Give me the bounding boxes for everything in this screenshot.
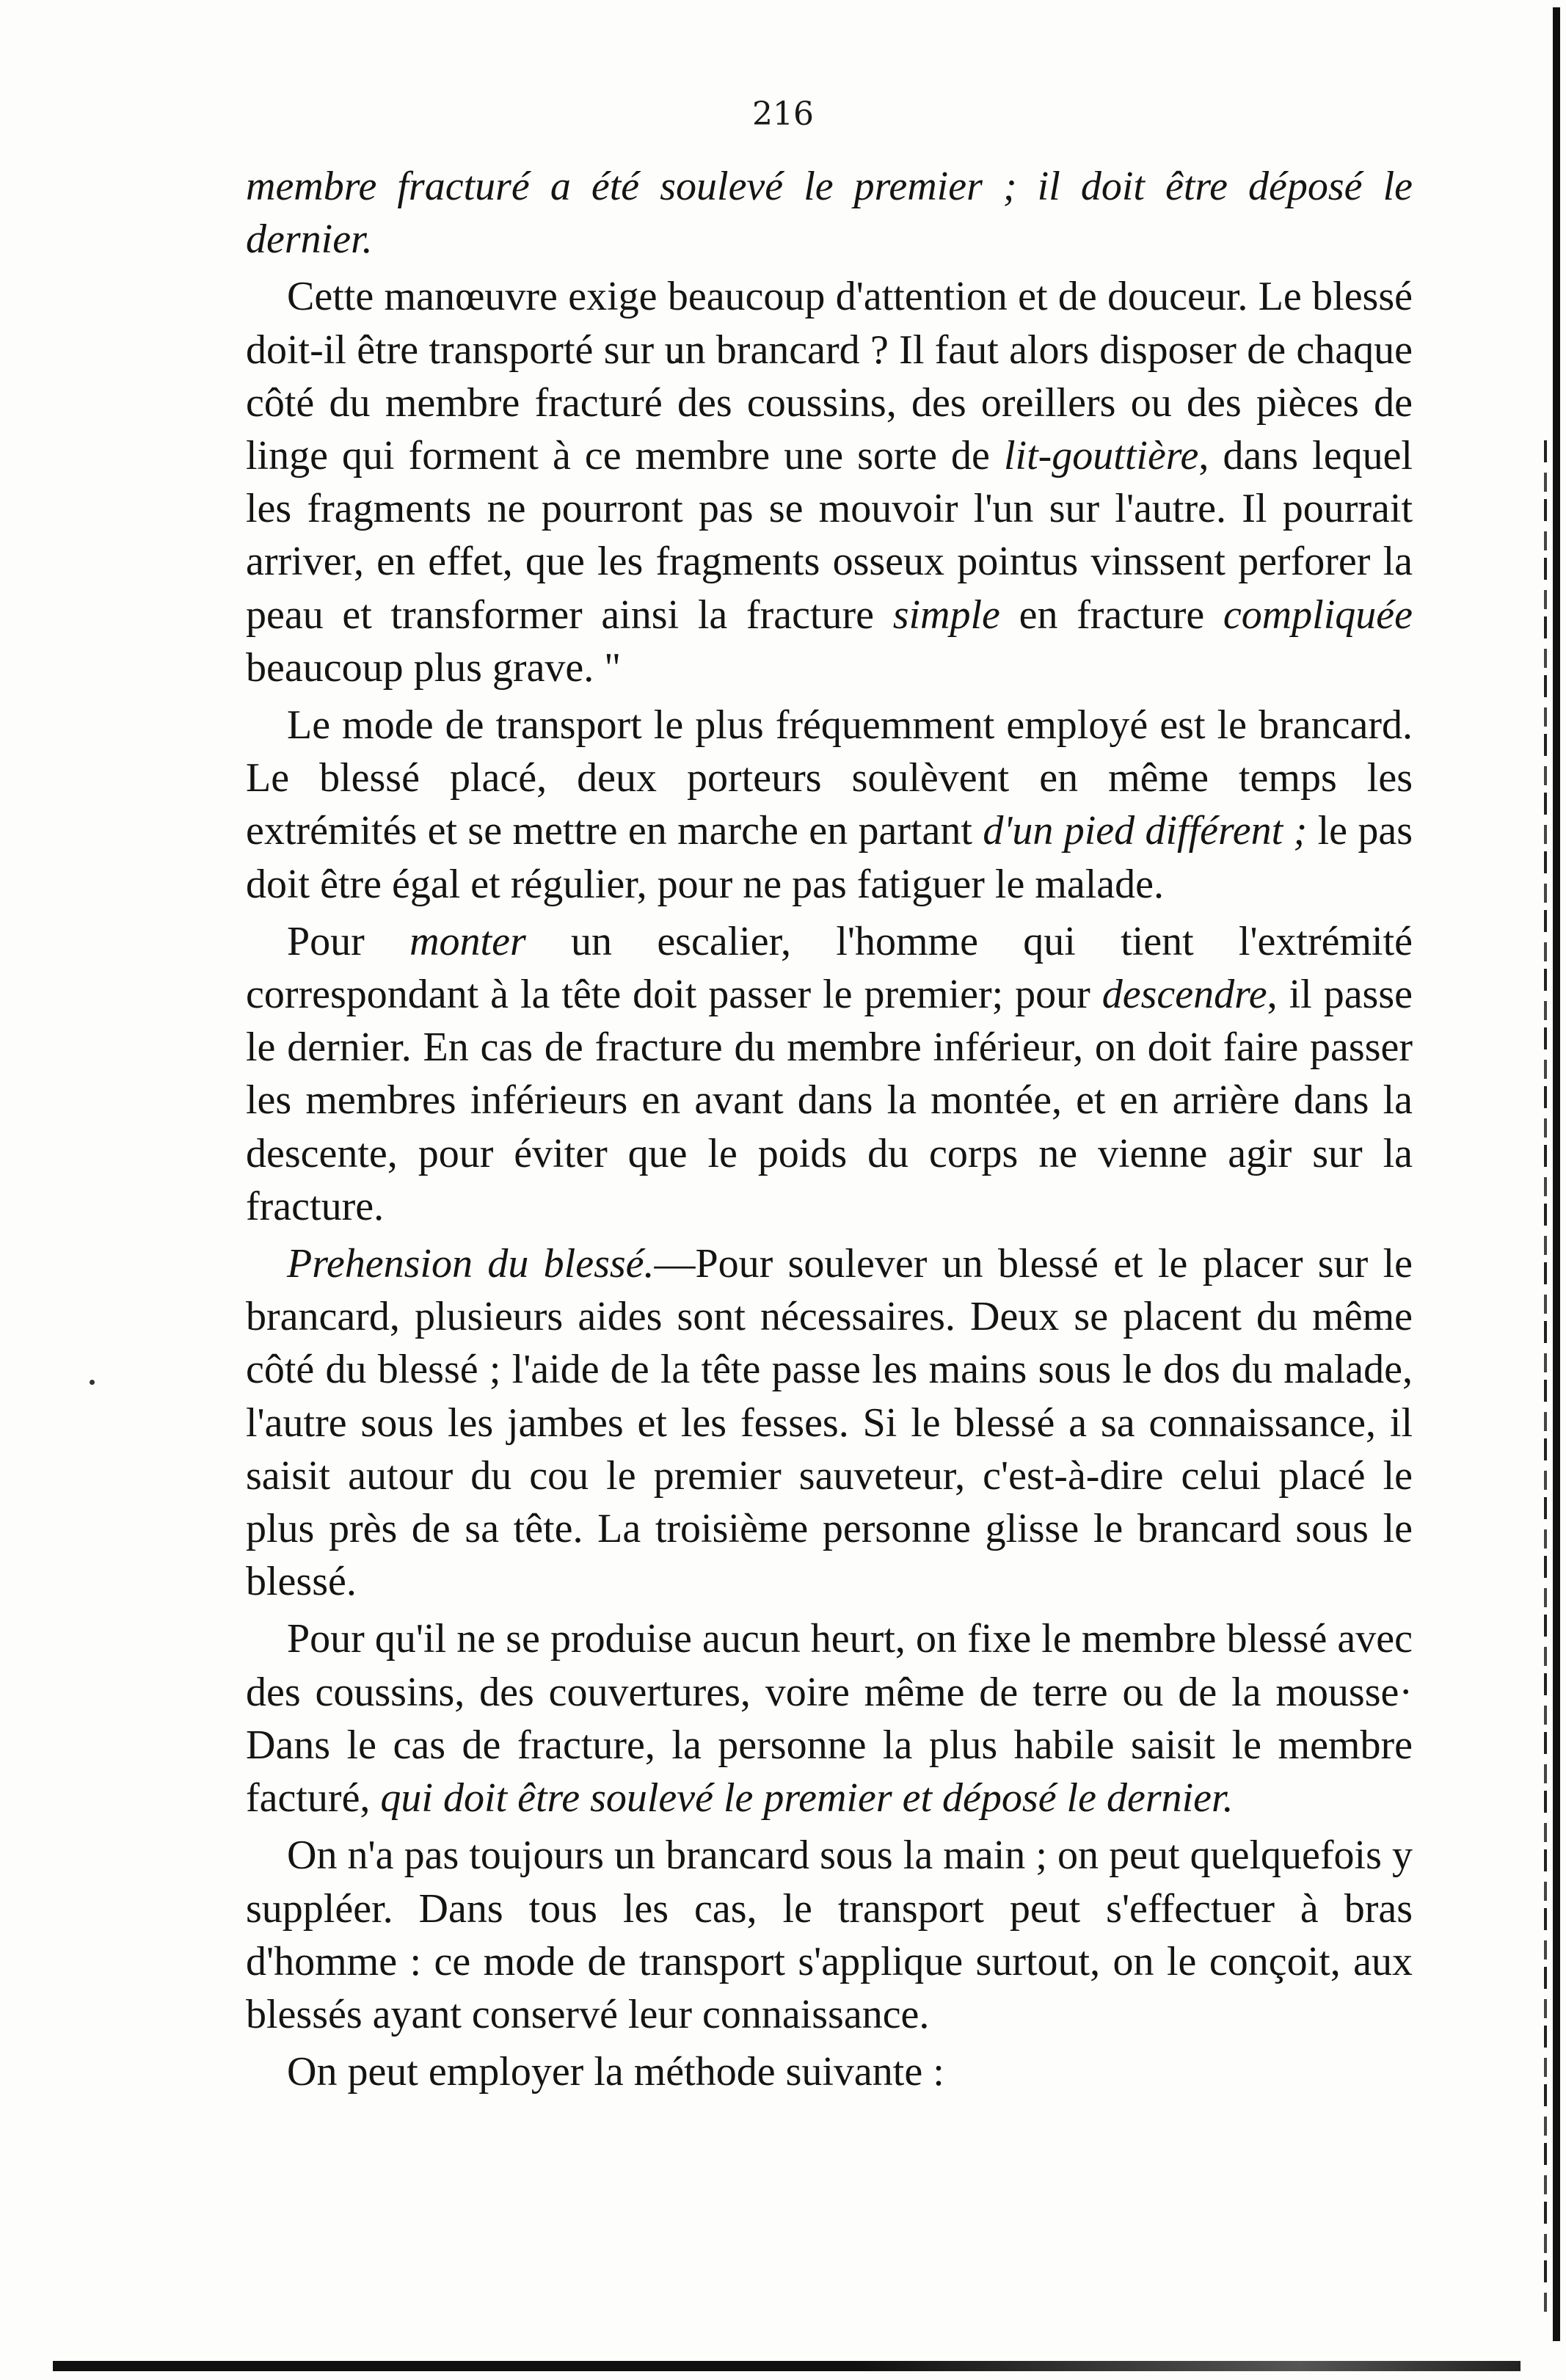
italic-text: d'un pied différent ; <box>983 808 1308 854</box>
text-run: , dans lequel les fragments ne pourront pas se mouvoir l'un sur l'autre. Il pourrait arriver, en effet, que les fragments osseux pointus vinssent perforer la peau et transformer ainsi la fracture <box>246 433 1413 638</box>
page-number: 216 <box>752 95 814 133</box>
paragraph <box>246 1237 1413 1608</box>
scan-speck <box>90 1380 95 1385</box>
scan-edge-right <box>1553 7 1560 2341</box>
body-text <box>246 160 1413 2098</box>
italic-text: lit-gouttière <box>1003 433 1199 479</box>
text-run: On n'a pas toujours un brancard sous la main ; on peut quelquefois y suppléer. Dans tous les cas, le transport peut s'effectuer à bras d'homme : ce mode de transport s'applique surtout, on le conçoit, aux blessés ayant conservé leur connaissance. <box>246 1833 1413 2037</box>
paragraph <box>246 699 1413 911</box>
italic-text: compliquée <box>1223 592 1413 638</box>
paragraph <box>246 1829 1413 2041</box>
scan-edge-right-inner <box>1544 440 1547 2319</box>
paragraph <box>246 2045 1413 2098</box>
italic-text: descendre <box>1101 972 1267 1018</box>
italic-text: membre fracturé a été soulevé le premier ; il doit être déposé le dernier. <box>246 164 1413 263</box>
text-run: Cette manœuvre exige beaucoup d'attention et de douceur. Le blessé doit-il être transporté sur un brancard ? Il faut alors disposer de chaque côté du membre fracturé des coussins, des oreillers ou des pièces de linge qui forment à ce membre une sorte de <box>246 274 1413 479</box>
text-run: Pour <box>287 918 410 964</box>
italic-text: simple <box>892 592 1000 638</box>
text-run: Pour qu'il ne se produise aucun heurt, on fixe le membre blessé avec des coussins, des couvertures, voire même de terre ou de la mousse· Dans le cas de fracture, la personne la plus habile saisit le membre facturé, <box>246 1616 1413 1822</box>
paragraph <box>246 1612 1413 1824</box>
text-run: Le mode de transport le plus fréquemment employé est le brancard. Le blessé placé, deux porteurs soulèvent en même temps les extrémités et se mettre en marche en partant <box>246 702 1413 854</box>
text-run: On peut employer la méthode suivante : <box>287 2049 944 2095</box>
italic-text: qui doit être soulevé le premier et déposé le dernier. <box>380 1775 1234 1822</box>
text-run: en fracture <box>999 592 1223 638</box>
scan-edge-bottom <box>53 2361 1521 2371</box>
italic-text: monter <box>409 918 526 964</box>
italic-text: Prehension du blessé. <box>287 1241 655 1287</box>
paragraph <box>246 270 1413 694</box>
text-run: le pas doit être égal et régulier, pour ne pas fatiguer le malade. <box>246 808 1413 907</box>
text-run: , il passe le dernier. En cas de fracture du membre inférieur, on doit faire passer les membres inférieurs en avant dans la montée, et en arrière dans la descente, pour éviter que le poids du corps ne vienne agir sur la fracture. <box>246 972 1413 1229</box>
paragraph <box>246 160 1413 266</box>
text-run: un escalier, l'homme qui tient l'extrémité correspondant à la tête doit passer le premier; pour <box>246 918 1413 1018</box>
paragraph <box>246 915 1413 1233</box>
text-run: —Pour soulever un blessé et le placer sur le brancard, plusieurs aides sont nécessaires. Deux se placent du même côté du blessé ; l'aide de la tête passe les mains sous le dos du malade, l'autre sous les jambes et les fesses. Si le blessé a sa connaissance, il saisit autour du cou le premier sauveteur, c'est-à-dire celui placé le plus près de sa tête. La troisième personne glisse le brancard sous le blessé. <box>246 1241 1413 1605</box>
text-run: beaucoup plus grave. " <box>246 644 622 691</box>
